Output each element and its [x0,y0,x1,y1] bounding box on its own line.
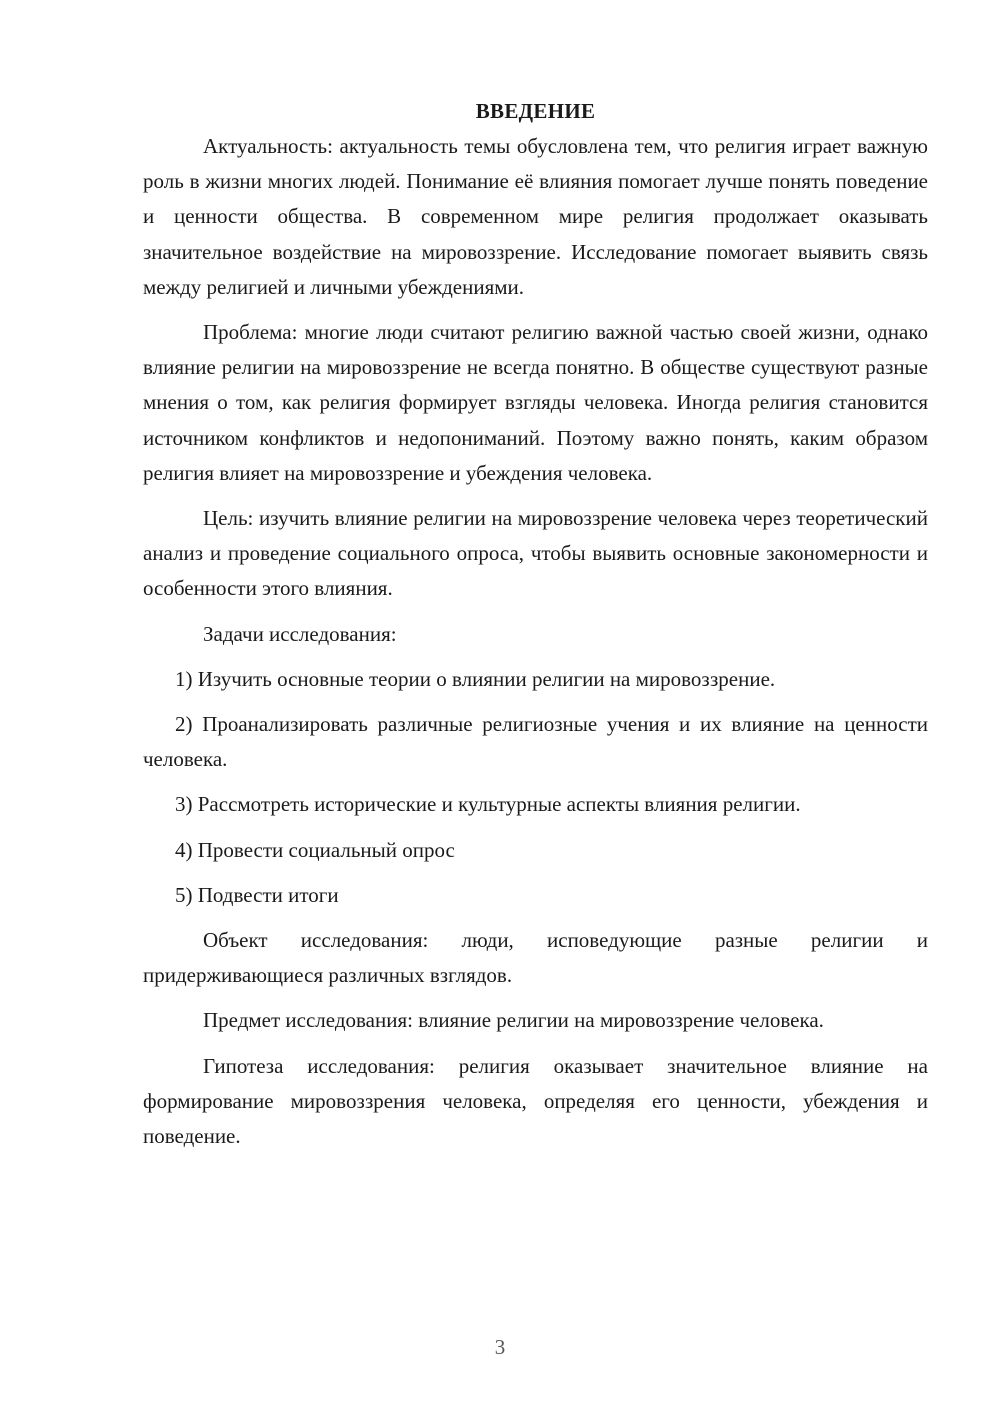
tasks-heading: Задачи исследования: [203,621,397,646]
task-item: 3) Рассмотреть исторические и культурные аспекты влияния религии. [175,792,801,817]
object-paragraph: Объект исследования: люди, исповедующие разные религии и придерживающиеся различных взглядов. [143,928,928,988]
page-title: ВВЕДЕНИЕ [475,99,596,123]
task-item: 4) Провести социальный опрос [175,837,455,862]
page-number: 3 [494,1335,506,1359]
problem-paragraph: Проблема: многие люди считают религию важной частью своей жизни, однако влияние религии на мировоззрение не всегда понятно. В обществе существуют разные мнения о том, как религия формирует взгляды человека. Иногда религия становится источником конфликтов и недопониманий. Поэтому важно понять, каким образом религия влияет на мировоззрение и убеждения человека. [143,320,928,485]
document-page [143,96,928,1154]
task-item: 2) Проанализировать различные религиозные учения и их влияние на ценности человека. [143,712,928,772]
hypothesis-paragraph: Гипотеза исследования: религия оказывает значительное влияние на формирование мировоззрения человека, определяя его ценности, убеждения и поведение. [143,1053,928,1149]
goal-paragraph: Цель: изучить влияние религии на мировоззрение человека через теоретический анализ и проведение социального опроса, чтобы выявить основные закономерности и особенности этого влияния. [143,506,928,601]
subject-paragraph: Предмет исследования: влияние религии на мировоззрение человека. [203,1008,824,1033]
relevance-paragraph: Актуальность: актуальность темы обусловлена тем, что религия играет важную роль в жизни многих людей. Понимание её влияния помогает лучше понять поведение и ценности общества. В современном мире религия продолжает оказывать значительное воздействие на мировоззрение. Исследование помогает выявить связь между религией и личными убеждениями. [143,134,928,299]
task-item: 5) Подвести итоги [175,882,339,907]
task-item: 1) Изучить основные теории о влиянии религии на мировоззрение. [175,666,776,691]
